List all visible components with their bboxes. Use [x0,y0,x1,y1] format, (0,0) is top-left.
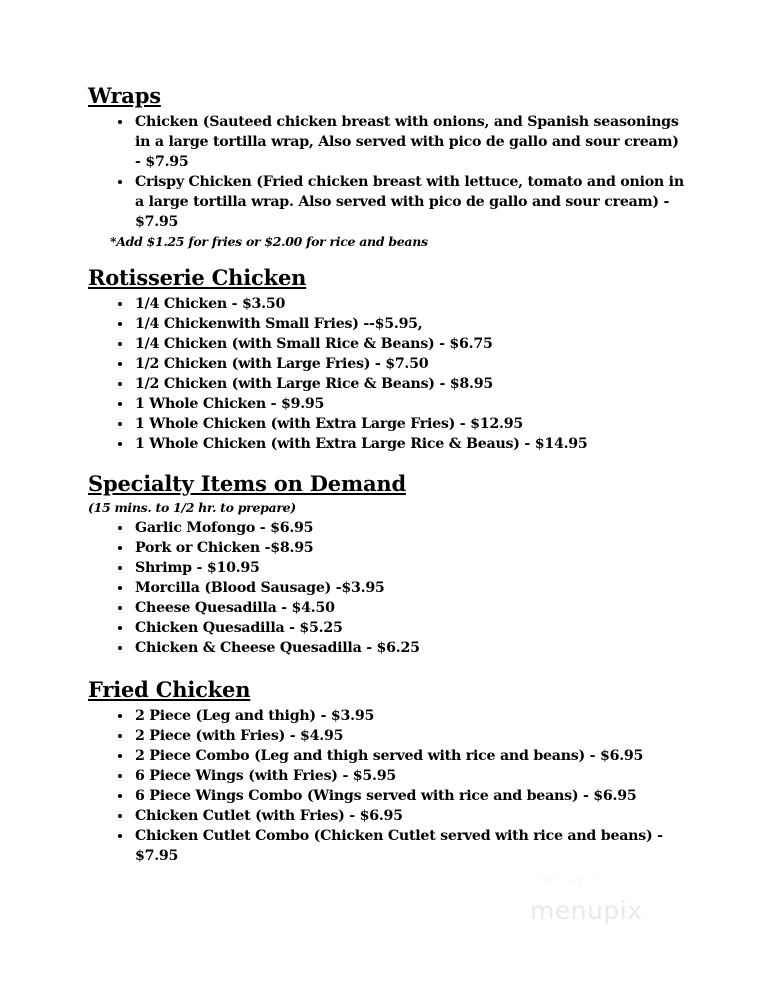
list-item: Chicken Cutlet (with Fries) - $6.95 [88,806,684,826]
list-item: 1 Whole Chicken (with Extra Large Rice & Beaus) - $14.95 [88,434,684,454]
section-spacer [88,454,684,472]
section-spacer [88,658,684,678]
menu-section-rotisserie-chicken [88,266,684,454]
section-heading-rotisserie-chicken: Rotisserie Chicken [88,265,307,290]
list-item: Chicken (Sauteed chicken breast with onions, and Spanish seasonings in a large tortilla wrap, Also served with pico de gallo and sour cream) - $7.95 [88,112,684,172]
menu-item-list-rotisserie-chicken [88,294,684,454]
section-note-wraps: *Add $1.25 for fries or $2.00 for rice and beans [110,234,428,249]
list-item: 2 Piece (with Fries) - $4.95 [88,726,684,746]
list-item: 2 Piece Combo (Leg and thigh served with rice and beans) - $6.95 [88,746,684,766]
list-item: Pork or Chicken -$8.95 [88,538,684,558]
menu-item-list-fried-chicken [88,706,684,866]
list-item: 1/4 Chicken (with Small Rice & Beans) - $6.75 [88,334,684,354]
section-subtitle-specialty-items: (15 mins. to 1/2 hr. to prepare) [88,500,296,515]
section-heading-wraps: Wraps [88,83,161,108]
list-item: Chicken & Cheese Quesadilla - $6.25 [88,638,684,658]
list-item: 2 Piece (Leg and thigh) - $3.95 [88,706,684,726]
menu-item-list-wraps [88,112,684,232]
list-item: 1/2 Chicken (with Large Rice & Beans) - $8.95 [88,374,684,394]
list-item: Cheese Quesadilla - $4.50 [88,598,684,618]
list-item: 6 Piece Wings Combo (Wings served with rice and beans) - $6.95 [88,786,684,806]
list-item: Shrimp - $10.95 [88,558,684,578]
list-item: 1/2 Chicken (with Large Fries) - $7.50 [88,354,684,374]
menupix-watermark: menupix [530,896,643,925]
list-item: 1/4 Chickenwith Small Fries) --$5.95, [88,314,684,334]
list-item: 1 Whole Chicken - $9.95 [88,394,684,414]
list-item: Chicken Cutlet Combo (Chicken Cutlet served with rice and beans) - $7.95 [88,826,684,866]
menu-section-wraps [88,84,684,251]
list-item: 6 Piece Wings (with Fries) - $5.95 [88,766,684,786]
section-heading-specialty-items: Specialty Items on Demand [88,471,406,496]
menu-content [88,84,684,866]
menu-item-list-specialty-items [88,518,684,658]
list-item: Crispy Chicken (Fried chicken breast with lettuce, tomato and onion in a large tortilla wrap. Also served with pico de gallo and sour cream) - $7.95 [88,172,684,232]
list-item: 1 Whole Chicken (with Extra Large Fries) - $12.95 [88,414,684,434]
section-spacer [88,251,684,266]
section-heading-fried-chicken: Fried Chicken [88,677,251,702]
list-item: Chicken Quesadilla - $5.25 [88,618,684,638]
list-item: 1/4 Chicken - $3.50 [88,294,684,314]
list-item: Garlic Mofongo - $6.95 [88,518,684,538]
watermark-faint-artifact: menupix [533,872,602,888]
menu-section-specialty-items [88,472,684,658]
menu-section-fried-chicken [88,678,684,866]
list-item: Morcilla (Blood Sausage) -$3.95 [88,578,684,598]
